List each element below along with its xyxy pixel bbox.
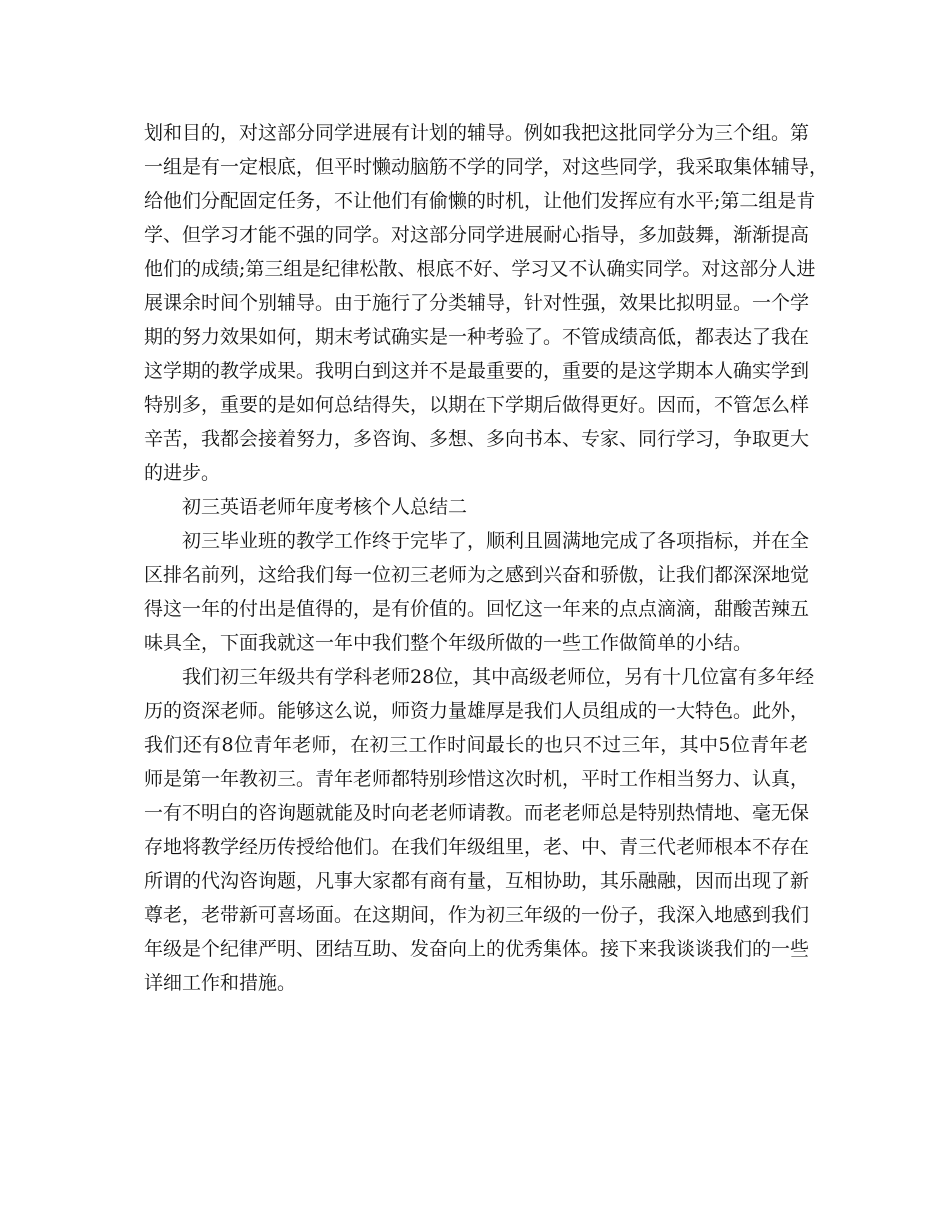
paragraph-3 bbox=[144, 660, 815, 1000]
section-heading: 初三英语老师年度考核个人总结二 bbox=[182, 496, 468, 518]
text-line: 存地将教学经历传授给他们。在我们年级组里，老、中、青三代老师根本不存在 bbox=[144, 836, 810, 858]
text-line: 的进步。 bbox=[144, 462, 221, 484]
text-line: 一有不明白的咨询题就能及时向老老师请教。而老老师总是特别热情地、毫无保 bbox=[144, 802, 810, 824]
text-line: 详细工作和措施。 bbox=[144, 972, 297, 994]
text-line: 这学期的教学成果。我明白到这并不是最重要的，重要的是这学期本人确实学到 bbox=[144, 360, 810, 382]
text-line: 他们的成绩;第三组是纪律松散、根底不好、学习又不认确实同学。对这部分人进 bbox=[144, 258, 816, 280]
text-line: 辛苦，我都会接着努力，多咨询、多想、多向书本、专家、同行学习，争取更大 bbox=[144, 428, 810, 450]
text-line: 展课余时间个别辅导。由于施行了分类辅导，针对性强，效果比拟明显。一个学 bbox=[144, 292, 810, 314]
text-line: 年级是个纪律严明、团结互助、发奋向上的优秀集体。接下来我谈谈我们的一些 bbox=[144, 938, 810, 960]
text-line: 特别多，重要的是如何总结得失，以期在下学期后做得更好。因而，不管怎么样 bbox=[144, 394, 810, 416]
text-line: 期的努力效果如何，期末考试确实是一种考验了。不管成绩高低，都表达了我在 bbox=[144, 326, 810, 348]
text-line: 历的资深老师。能够这么说，师资力量雄厚是我们人员组成的一大特色。此外， bbox=[144, 700, 810, 722]
text-line: 尊老，老带新可喜场面。在这期间，作为初三年级的一份子，我深入地感到我们 bbox=[144, 904, 810, 926]
text-line: 我们还有8位青年老师，在初三工作时间最长的也只不过三年，其中5位青年老 bbox=[144, 734, 808, 756]
document-body bbox=[144, 116, 829, 1000]
text-line: 味具全，下面我就这一年中我们整个年级所做的一些工作做简单的小结。 bbox=[144, 632, 753, 654]
text-line: 所谓的代沟咨询题，凡事大家都有商有量，互相协助，其乐融融，因而出现了新 bbox=[144, 870, 810, 892]
text-line: 师是第一年教初三。青年老师都特别珍惜这次时机，平时工作相当努力、认真， bbox=[144, 768, 810, 790]
text-line: 划和目的，对这部分同学进展有计划的辅导。例如我把这批同学分为三个组。第 bbox=[144, 122, 810, 144]
text-line: 一组是有一定根底，但平时懒动脑筋不学的同学，对这些同学，我采取集体辅导， bbox=[144, 156, 829, 178]
text-line: 学、但学习才能不强的同学。对这部分同学进展耐心指导，多加鼓舞，渐渐提高 bbox=[144, 224, 810, 246]
text-line: 我们初三年级共有学科老师28位，其中高级老师位，另有十几位富有多年经 bbox=[182, 666, 815, 688]
paragraph-1 bbox=[144, 116, 829, 490]
text-line: 初三毕业班的教学工作终于完毕了，顺利且圆满地完成了各项指标，并在全 bbox=[182, 530, 810, 552]
text-line: 给他们分配固定任务，不让他们有偷懒的时机，让他们发挥应有水平;第二组是肯 bbox=[144, 190, 816, 212]
text-line: 得这一年的付出是值得的，是有价值的。回忆这一年来的点点滴滴，甜酸苦辣五 bbox=[144, 598, 810, 620]
text-line: 区排名前列，这给我们每一位初三老师为之感到兴奋和骄傲，让我们都深深地觉 bbox=[144, 564, 810, 586]
paragraph-2 bbox=[144, 524, 808, 660]
